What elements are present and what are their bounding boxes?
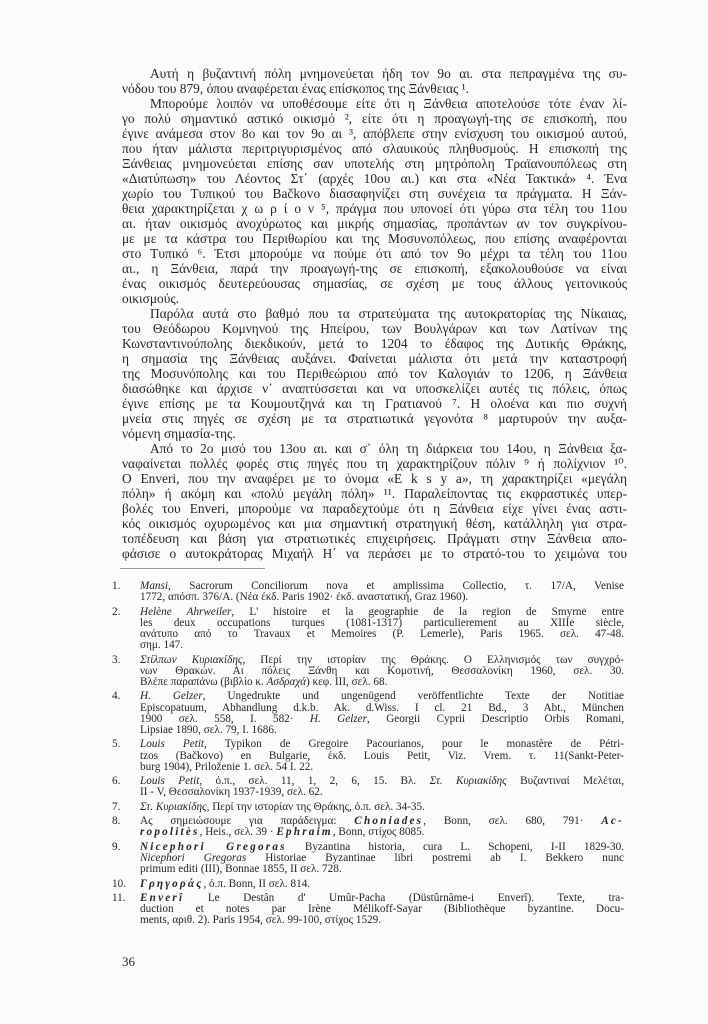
citation-author: Στίλπων Κυριακίδης <box>140 653 243 666</box>
citation-text: ) κεφ. III, σελ. 68. <box>305 676 388 688</box>
citation-text: burg 1904), Priloženie 1. σελ. 54 I. 22. <box>140 760 314 773</box>
footnote-number: 4. <box>112 690 121 703</box>
footnote-line <box>140 827 624 838</box>
footnote <box>112 879 624 890</box>
footnote-text <box>140 776 624 798</box>
footnote <box>112 816 624 838</box>
citation-text: , Georgii Cyprii Descriptio Orbis Romani, <box>367 712 625 725</box>
text-line: της Μοσυνόπολης και του Περιθεώριου από τον Καλογιάν το 1206, η Ξάνθεια <box>122 366 627 381</box>
text-line: έγινε ανάμεσα στον 8ο και τον 9ο αι ³, απόβλεπε στην ενίσχυση του οικισμού αυτού, <box>122 126 627 141</box>
footnote-text <box>140 581 624 603</box>
citation-text: tzos (Bačkovo) en Bulgarie, έκδ. Louis Petit, Viz. Vrem. τ. 11(Sankt-Peter- <box>140 749 624 762</box>
footnote-number: 10. <box>112 877 126 890</box>
citation-text: duction et notes par Irène Mélikoff-Sayar (Bibliothèque byzantine. Docu- <box>140 903 624 916</box>
citation-author: Helène Ahrweiler <box>140 605 232 618</box>
citation-text: , Bonn, σελ. 680, 791· <box>423 815 602 828</box>
text-line: αι., η Ξάνθεια, παρά την προαγωγή-της σε επισκοπή, εξακολουθούσε να είναι <box>122 261 627 276</box>
footnote-number: 1. <box>112 580 121 592</box>
footnote <box>112 842 624 876</box>
citation-text: , Sacrorum Conciliorum nova et amplissima Collectio, τ. 17/Α, Venise <box>167 580 624 592</box>
footnote-line <box>140 640 624 651</box>
text-line: τοπέδευση και βάση για στρατιωτικές επιχειρήσεις. Πράγματι στην Ξάνθεια απο- <box>122 531 627 546</box>
footnote-text <box>140 607 624 652</box>
footnote <box>112 776 624 798</box>
footnote-text <box>140 655 624 689</box>
citation-text: , Περί την ιστορίαν της Θράκης, ό.π. σελ. 34-35. <box>206 800 425 813</box>
citation-text: primum editi (III), Bonnae 1855, II σελ. 728. <box>140 863 342 876</box>
citation-text: , Bonn, στίχος 8085. <box>332 826 425 839</box>
text-line: Αυτή η βυζαντινή πόλη μνημονεύεται ήδη τον 9ο αι. στα πεπραγμένα της συ- <box>150 66 627 81</box>
footnote-text <box>140 739 624 773</box>
citation-text: , ό.π., σελ. 11, 1, 2, 6, 15. Βλ. <box>199 775 430 788</box>
text-line: στο Τυπικό ⁶. Έτσι μπορούμε να πούμε ότι από τον 9ο μέχρι τα τέλη του 11ου <box>122 246 627 261</box>
citation-author: Γρηγοράς <box>140 877 204 890</box>
footnote-number: 8. <box>112 815 121 828</box>
footnote-line <box>140 802 624 813</box>
footnote-number: 2. <box>112 605 121 618</box>
citation-text: les deux occupations turques (1081-1317) particulierement au XIIIe siècle, <box>140 616 624 629</box>
text-line: κός οικισμός οχυρωμένος και μια σημαντική στρατηγική θέση, κατάλληλη για στρα- <box>122 516 627 531</box>
citation-author: Nicephori Gregoras <box>140 851 247 864</box>
footnote-line <box>140 915 624 926</box>
footnote-line <box>140 879 624 890</box>
paragraph <box>122 66 627 96</box>
footnote-text <box>140 802 624 813</box>
text-line: γο πολύ σημαντικό αστικό οικισμό ², είτε ότι η προαγωγή-της σε επισκοπή, που <box>122 111 627 126</box>
text-line: αι. ήταν οικισμός ανοχύρωτος και μικρής σημασίας, προπάντων αν τον συγκρίνου- <box>122 216 627 231</box>
footnote <box>112 893 624 927</box>
citation-text: Episcopatuum, Abhandlung d.k.b. Ak. d.Wiss. I cl. 21 Bd., 3 Abt., München <box>140 701 624 714</box>
text-line: νόδου του 879, όπου αναφέρεται ένας επίσκοπος της Ξάνθειας ¹. <box>122 81 469 96</box>
citation-text: Βλέπε παραπάνω (βιβλίο κ. <box>140 676 267 688</box>
citation-text: σημ. 147. <box>140 639 184 652</box>
footnote-number: 9. <box>112 840 121 853</box>
text-line: «Διατύπωση» του Λέοντος Στ΄ (αρχές 10ου αι.) και στα «Νέα Τακτικά» ⁴. Ένα <box>122 171 627 186</box>
footnote-number: 7. <box>112 800 121 813</box>
text-line: Κωνσταντινούπολης διεκδικούν, μετά το 1204 το έδαφος της Δυτικής Θράκης, <box>122 336 627 351</box>
text-line: φάσισε ο αυτοκράτορας Μιχαήλ Η΄ να περάσει με το στρατό-του το χειμώνα του <box>122 546 627 561</box>
citation-text: , ό.π. Bonn, II σελ. 814. <box>203 877 311 890</box>
citation-text: νων Θρακών. Αι πόλεις Ξάνθη και Κομοτινή, Θεσσαλονίκη 1960, σελ. 30. <box>140 664 624 677</box>
citation-text: , Ungedrukte und ungenügend veröffentlichte Texte der Notitiae <box>202 690 625 703</box>
text-line: Παρόλα αυτά στο βαθμό που τα στρατεύματα της αυτοκρατορίας της Νίκαιας, <box>150 306 627 321</box>
text-line: οικισμούς. <box>122 291 180 306</box>
paragraph <box>122 96 627 306</box>
citation-text: ments, αριθ. 2). Paris 1954, σελ. 99-100, στίχος 1529. <box>140 914 382 927</box>
citation-text: Ας σημειώσουμε για παράδειγμα: <box>140 815 355 828</box>
text-line: χωρίο του Τυπικού του Bačkovo διασαφηνίζει στη συνέχεια τα πράγματα. Η Ξάν- <box>122 186 627 201</box>
citation-author: ropolitès <box>140 826 200 839</box>
citation-author: Louis Petit <box>140 775 200 788</box>
text-line: με με τα κάστρα του Περιθωρίου και της Μοσυνοπόλεως, που επίσης αναφέρονται <box>122 231 627 246</box>
citation-text: 1900 σελ. 558, I. 582· <box>140 712 310 725</box>
footnote-line <box>140 725 624 736</box>
text-line: νόμενη σημασία-της. <box>122 426 236 441</box>
footnote-number: 5. <box>112 738 121 751</box>
footnote-line <box>140 787 624 798</box>
citation-author: H. Gelzer <box>309 712 368 725</box>
citation-author: Nicephori Gregoras <box>140 840 287 853</box>
footnote-text <box>140 816 624 838</box>
footnote-line <box>140 762 624 773</box>
text-line: Από το 2ο μισό του 13ου αι. και σ᾽ όλη τη διάρκεια του 14ου, η Ξάνθεια ξα- <box>150 441 627 456</box>
citation-text: 1772, απόσπ. 376/Α. (Νέα έκδ. Paris 1902· έκδ. αναστατική, Graz 1960). <box>140 591 469 604</box>
citation-text: , Περί την ιστορίαν της Θράκης. Ο Ελληνισμός των συγχρό- <box>242 653 624 666</box>
citation-text: Historiae Byzantinae libri postremi ab I. Bekkero nunc <box>246 851 625 864</box>
citation-text: II - V, Θεσσαλονίκη 1937-1939, σελ. 62. <box>140 786 323 799</box>
text-line: θεια χαρακτηρίζεται χ ω ρ ί ο ν ⁵, πράγμα που υπονοεί ότι γύρω στα τέλη του 11ου <box>122 201 627 216</box>
text-line: Ξάνθειας μνημονεύεται επίσης σαν υποτελής στη μητρόπολη Τραϊανουπόλεως στη <box>122 156 627 171</box>
footnote-line <box>140 677 624 688</box>
text-line: η σημασία της Ξάνθειας αυξάνει. Φαίνεται μάλιστα ότι μετά την καταστροφή <box>122 351 627 366</box>
citation-author: Ασδραχά <box>266 676 306 688</box>
text-line: Μπορούμε λοιπόν να υποθέσουμε είτε ότι η Ξάνθεια αποτελούσε τότε έναν λί- <box>150 96 627 111</box>
text-line: Ο Enveri, που την αναφέρει με το όνομα «E k s y a», τη χαρακτηρίζει «μεγάλη <box>122 471 627 486</box>
footnote <box>112 739 624 773</box>
citation-text: Byzantina historia, cura L. Schopeni, I-II 1829-30. <box>286 840 624 853</box>
paragraph <box>122 441 627 561</box>
main-text <box>122 66 627 561</box>
footnote-text <box>140 842 624 876</box>
citation-author: Ac- <box>601 815 624 828</box>
footnote <box>112 691 624 736</box>
footnote-line <box>140 629 624 640</box>
text-line: διασώθηκε και άρχισε ν᾽ αναπτύσσεται και να υποσκελίζει αυτές τις πόλεις, όπως <box>122 381 627 396</box>
text-line: ναφαίνεται πολλές φορές στις πηγές που τη χαρακτηρίζουν πόλιν ⁹ ή πολίχνιον ¹⁰. <box>122 456 627 471</box>
text-line: πόλη» ή ακόμη και «πολύ μεγάλη πόλη» ¹¹. Παραλείποντας τις εκφραστικές υπερ- <box>122 486 627 501</box>
citation-author: H. Gelzer <box>140 690 203 703</box>
text-line: μνεία στις πηγές σε σχέση με τα στρατιωτικά γεγονότα ⁸ μαρτυρούν την αυξα- <box>122 411 627 426</box>
footnote-text <box>140 893 624 927</box>
citation-author: Louis Petit <box>140 738 205 751</box>
citation-author: Ephraim <box>276 826 333 839</box>
paragraph <box>122 306 627 441</box>
footnote <box>112 802 624 813</box>
page-number: 36 <box>122 954 135 969</box>
citation-text: Le Destân d' Umûr-Pacha (Düstûrnâme-i Enverî). Texte, tra- <box>184 891 624 904</box>
citation-author: Choniades <box>354 815 424 828</box>
citation-text: ανάτυπο από το Travaux et Memoires (P. Lemerle), Paris 1965. σελ. 47-48. <box>140 628 624 640</box>
footnote-text <box>140 691 624 736</box>
footnote-number: 6. <box>112 775 121 788</box>
text-line: που ήταν μάλιστα περιτριγυρισμένος από σλαυικούς πληθυσμούς. Η επισκοπή της <box>122 141 627 156</box>
footnotes <box>112 581 624 930</box>
citation-author: Στ. Κυριακίδης <box>140 800 207 813</box>
footnote-separator <box>120 568 265 569</box>
citation-author: Enverî <box>140 891 185 904</box>
citation-author: Mansi <box>140 580 168 592</box>
footnote-number: 11. <box>112 891 126 904</box>
text-line: έγινε επίσης με τα Κουμουτζηνά και τη Γρατιανού ⁷. Η ολοένα και πιο συχνή <box>122 396 627 411</box>
citation-text: , L' histoire et la geographie de la region de Smyrne entre <box>231 605 624 618</box>
citation-text: Lipsiae 1890, σελ. 79, I. 1686. <box>140 724 277 736</box>
footnote-text <box>140 879 624 890</box>
footnote-line <box>140 864 624 875</box>
citation-text: Βυζαντιναί Μελέται, <box>506 775 625 788</box>
citation-text: , Heis., σελ. 39 · <box>199 826 277 839</box>
footnote-line <box>140 592 624 603</box>
footnote-number: 3. <box>112 653 121 666</box>
text-line: του Θεόδωρου Κομνηνού της Ηπείρου, των Βουλγάρων και των Λατίνων της <box>122 321 627 336</box>
citation-text: , Typikon de Gregoire Pacourianos, pour le monastère de Pétri- <box>204 738 624 751</box>
footnote <box>112 607 624 652</box>
footnote <box>112 655 624 689</box>
footnote <box>112 581 624 603</box>
citation-author: Στ. Κυριακίδης <box>429 775 507 788</box>
text-line: ένας οικισμός δευτερεύουσας σημασίας, σε σχέση με τους άλλους γειτονικούς <box>122 276 627 291</box>
text-line: βολές του Enveri, μπορούμε να παραδεχτούμε ότι η Ξάνθεια είχε γίνει ένας αστι- <box>122 501 627 516</box>
